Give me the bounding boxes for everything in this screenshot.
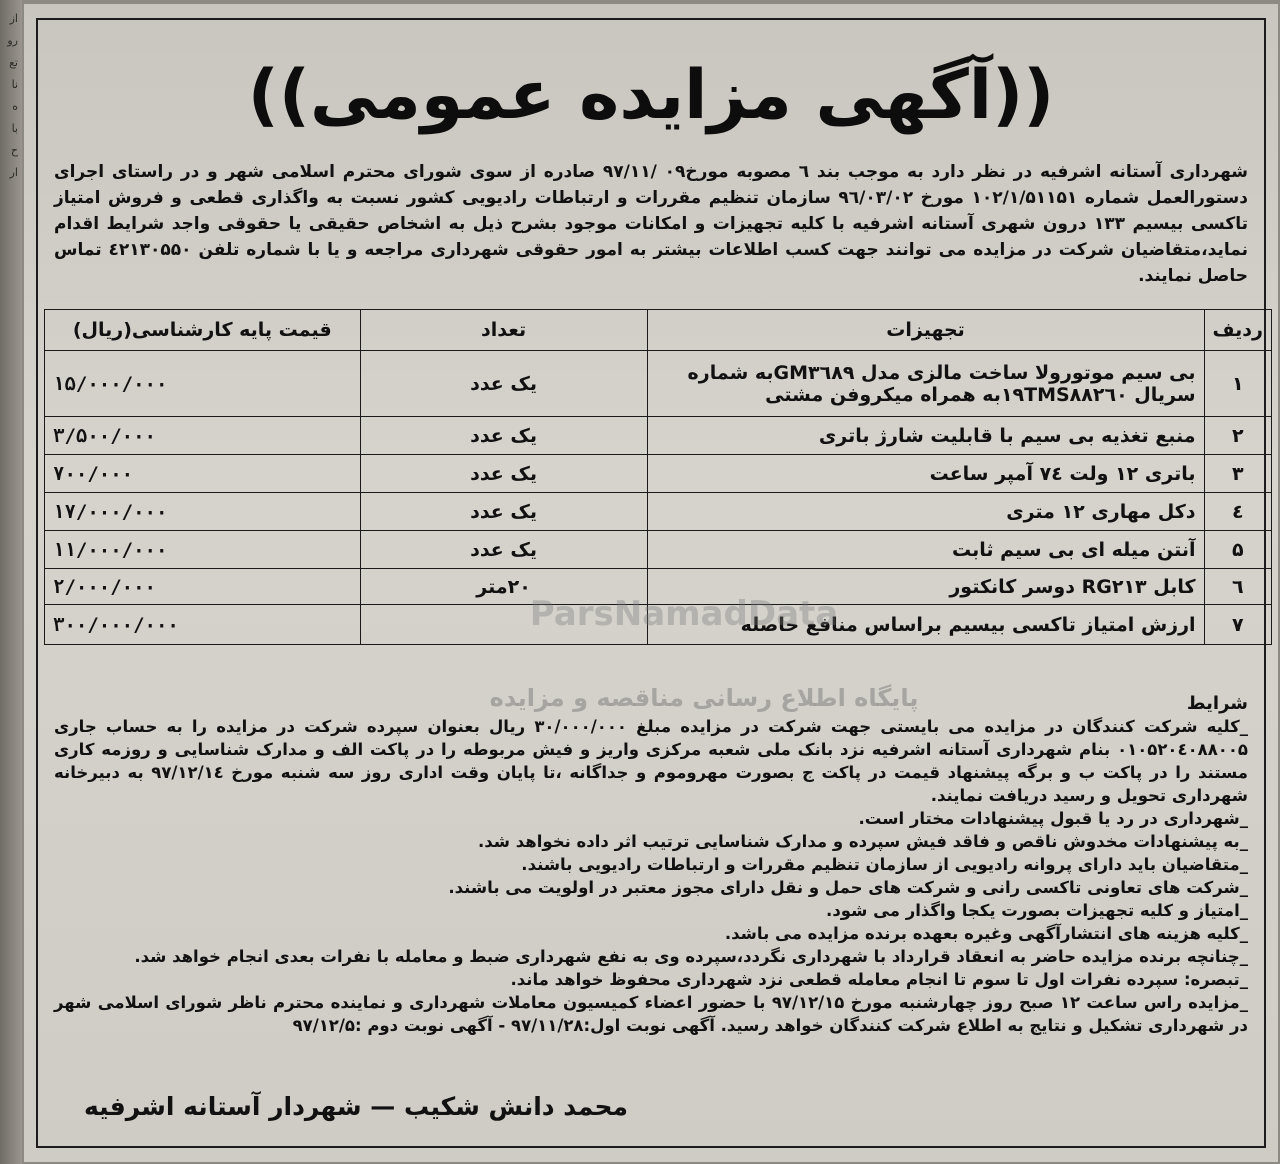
condition-item: _شرکت های تعاونی تاکسی رانی و شرکت های حمل و نقل دارای مجوز معتبر در اولویت می باشند. xyxy=(448,878,1248,897)
equipment-table xyxy=(44,309,1272,645)
cell-quantity: یک عدد xyxy=(360,417,647,455)
adjacent-page-fragment: ه xyxy=(12,100,18,113)
cell-price: ۷۰۰/۰۰۰ xyxy=(45,455,361,493)
cell-price: ۱۱/۰۰۰/۰۰۰ xyxy=(45,531,361,569)
watermark-caption: پایگاه اطلاع رسانی مناقصه و مزایده xyxy=(489,684,919,712)
adjacent-page-text xyxy=(2,8,18,184)
adjacent-page-fragment: ار xyxy=(9,166,18,179)
cell-equipment: آنتن میله ای بی سیم ثابت xyxy=(647,531,1204,569)
cell-quantity: یک عدد xyxy=(360,531,647,569)
table-row xyxy=(45,417,1272,455)
condition-item: _مزایده راس ساعت ۱۲ صبح روز چهارشنبه مورخ ۹۷/۱۲/۱۵ با حضور اعضاء کمیسیون معاملات شهرداری و نماینده محترم ناظر شورای اسلامی شهر در شهرداری تشکیل و نتایج به اطلاع شرکت کنندگان خواهد رسید. آگهی نوبت اول:۹۷/۱۱/۲۸ - آگهی نوبت دوم :۹۷/۱۲/۵ xyxy=(54,993,1248,1035)
adjacent-page-fragment: از xyxy=(9,12,18,25)
cell-price: ۳/۵۰۰/۰۰۰ xyxy=(45,417,361,455)
cell-quantity: یک عدد xyxy=(360,493,647,531)
cell-radif: ۳ xyxy=(1204,455,1271,493)
adjacent-page-strip xyxy=(0,0,22,1164)
cell-equipment: بی سیم موتورولا ساخت مالزی مدل GM۳٦۸۹به شماره سریال ۱۹TMS۸۸۲٦۰به همراه میکروفن مشتی xyxy=(647,351,1204,417)
adjacent-page-fragment: رو xyxy=(7,34,18,47)
adjacent-page-fragment: نا xyxy=(11,78,18,91)
table-row xyxy=(45,351,1272,417)
notice-title: ((آگهی مزایده عمومی)) xyxy=(247,56,1055,135)
cell-quantity: یک عدد xyxy=(360,455,647,493)
cell-radif: ٦ xyxy=(1204,569,1271,605)
header-equipment: تجهیزات xyxy=(647,310,1204,351)
condition-item: _امتیاز و کلیه تجهیزات بصورت یکجا واگذار می شود. xyxy=(826,901,1248,920)
newspaper-notice xyxy=(24,4,1278,1162)
conditions-heading: شرایط xyxy=(1186,693,1248,714)
adjacent-page-fragment: با xyxy=(11,122,18,135)
table-row xyxy=(45,493,1272,531)
condition-item: _تبصره: سپرده نفرات اول تا سوم تا انجام معامله قطعی نزد شهرداری محفوظ خواهد ماند. xyxy=(510,970,1248,989)
table-row xyxy=(45,569,1272,605)
cell-equipment: دکل مهاری ۱۲ متری xyxy=(647,493,1204,531)
cell-equipment: منبع تغذیه بی سیم با قابلیت شارژ باتری xyxy=(647,417,1204,455)
table-row xyxy=(45,455,1272,493)
cell-price: ۱۷/۰۰۰/۰۰۰ xyxy=(45,493,361,531)
table-row xyxy=(45,605,1272,645)
cell-quantity: یک عدد xyxy=(360,351,647,417)
watermark-brand: ParsNamadData xyxy=(529,594,839,634)
condition-item: _متقاضیان باید دارای پروانه رادیویی از سازمان تنظیم مقررات و ارتباطات رادیویی باشند. xyxy=(521,855,1248,874)
cell-radif: ۱ xyxy=(1204,351,1271,417)
table-row xyxy=(45,531,1272,569)
cell-radif: ۵ xyxy=(1204,531,1271,569)
adjacent-page-fragment: تع xyxy=(9,56,18,69)
cell-equipment: ارزش امتیاز تاکسی بیسیم براساس منافع حاصله xyxy=(647,605,1204,645)
cell-equipment: کابل RG۲۱۳ دوسر کانکتور xyxy=(647,569,1204,605)
cell-quantity xyxy=(360,605,647,645)
table-header-row xyxy=(45,310,1272,351)
cell-price: ۲/۰۰۰/۰۰۰ xyxy=(45,569,361,605)
cell-price: ۳۰۰/۰۰۰/۰۰۰ xyxy=(45,605,361,645)
cell-radif: ۷ xyxy=(1204,605,1271,645)
condition-item: _به پیشنهادات مخدوش ناقص و فاقد فیش سپرده و مدارک شناسایی ترتیب اثر داده نخواهد شد. xyxy=(477,832,1248,851)
condition-item: _چنانچه برنده مزایده حاضر به انعقاد قرارداد با شهرداری نگردد،سپرده وی به نفع شهرداری ضبط و معامله با نفرات بعدی انجام خواهد شد. xyxy=(134,947,1248,966)
signature-line: محمد دانش شکیب — شهردار آستانه اشرفیه xyxy=(84,1092,629,1121)
adjacent-page-fragment: ح xyxy=(10,144,18,157)
intro-paragraph: شهرداری آستانه اشرفیه در نظر دارد به موجب بند ٦ مصوبه مورخ۰۹ /۹۷/۱۱ صادره از سوی شورای محترم اسلامی شهر و در راستای اجرای دستورالعمل شماره ۱۰۲/۱/۵۱۱۵۱ مورخ ۹٦/۰۳/۰۲ سازمان تنظیم مقررات و ارتباطات رادیویی کشور نسبت به واگذاری قطعی و فروش امتیاز تاکسی بیسیم ۱۳۳ درون شهری آستانه اشرفیه با کلیه تجهیزات و امکانات موجود بشرح ذیل به اشخاص حقیقی یا حقوقی واجد شرایط اقدام نماید،متقاضیان شرکت در مزایده می توانند جهت کسب اطلاعات بیشتر به امور حقوقی شهرداری مراجعه و یا با شماره تلفن ٤٢١۳۰۵۵۰ تماس حاصل نمایند. xyxy=(54,162,1249,286)
condition-item: _کلیه شرکت کنندگان در مزایده می بایستی جهت شرکت در مزایده مبلغ ۳۰/۰۰۰/۰۰۰ ریال بعنوان سپرده شرکت در مزایده را به حساب جاری ۰۱۰۵۲۰٤۰۸۸۰۰۵ بنام شهرداری آستانه اشرفیه نزد بانک ملی شعبه مرکزی واریز و فیش مربوطه را در پاکت الف و مدارک شناسایی و روزمه کاری مستند را در پاکت ب و برگه پیشنهاد قیمت در پاکت ج بصورت مهروموم و جداگانه ،تا پایان وقت اداری روز سه شنبه مورخ ۹۷/۱۲/۱٤ به دبیرخانه شهرداری تحویل و رسید دریافت نمایند. xyxy=(54,717,1248,805)
header-price: قیمت پایه کارشناسی(ریال) xyxy=(45,310,361,351)
condition-item: _شهرداری در رد یا قبول پیشنهادات مختار است. xyxy=(858,809,1248,828)
cell-radif: ۲ xyxy=(1204,417,1271,455)
cell-equipment: باتری ۱۲ ولت ۷٤ آمپر ساعت xyxy=(647,455,1204,493)
cell-price: ۱۵/۰۰۰/۰۰۰ xyxy=(45,351,361,417)
header-radif: ردیف xyxy=(1204,310,1271,351)
cell-radif: ٤ xyxy=(1204,493,1271,531)
condition-item: _کلیه هزینه های انتشارآگهی وغیره بعهده برنده مزایده می باشد. xyxy=(724,924,1248,943)
header-quantity: تعداد xyxy=(360,310,647,351)
conditions-section xyxy=(54,692,1248,1037)
cell-quantity: ۲۰متر xyxy=(360,569,647,605)
